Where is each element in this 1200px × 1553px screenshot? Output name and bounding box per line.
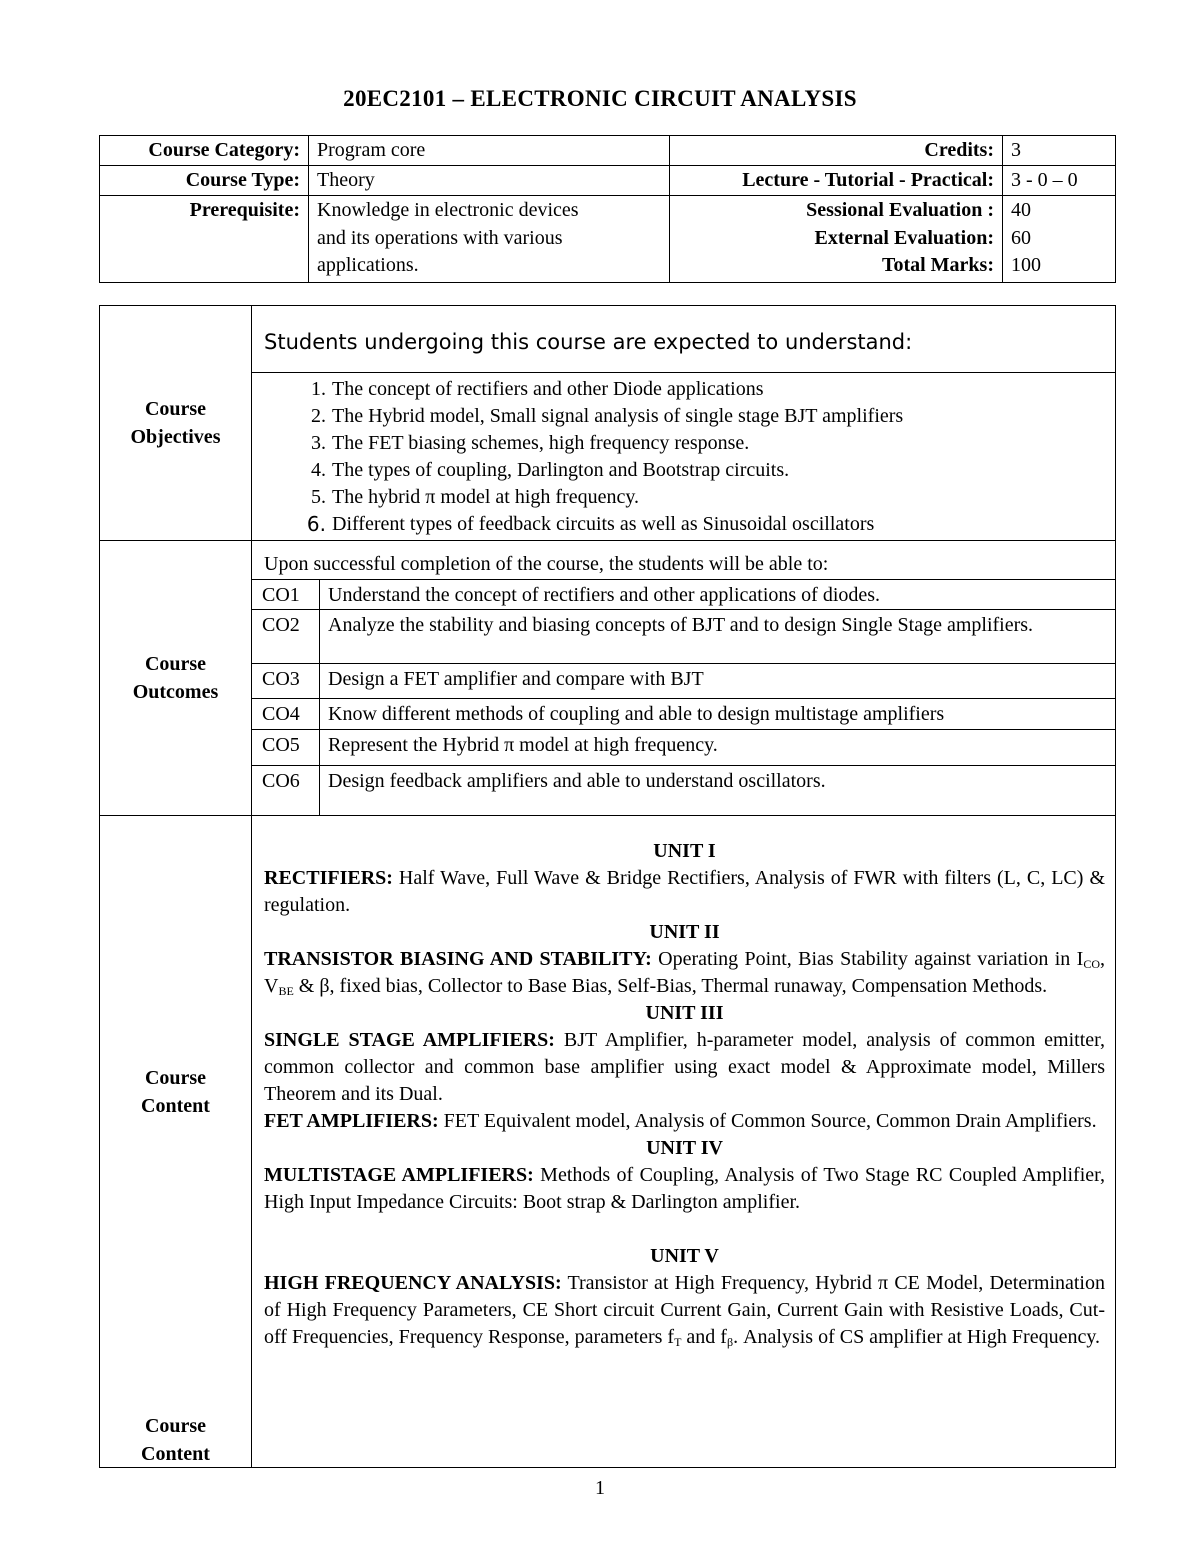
objectives-heading: Students undergoing this course are expected to understand: [252,306,1115,373]
ltp-label: Lecture - Tutorial - Practical: [670,166,1003,196]
topic-text: and f [681,1325,727,1348]
list-item [311,484,1115,511]
topic-text: Half Wave, Full Wave & Bridge Rectifiers, Analysis of FWR with filters (L, C, LC) & regulation. [264,866,1105,916]
unit-body [264,1162,1105,1216]
item-number: 5. [311,486,326,508]
list-item [311,430,1115,457]
co-text: Design a FET amplifier and compare with BJT [320,664,1116,699]
unit-heading: UNIT I [653,839,716,862]
unit-heading: UNIT V [650,1244,719,1267]
course-category-value: Program core [309,136,670,166]
content-side-label-bottom [100,1412,251,1468]
content-side-label [100,815,252,1467]
evaluation-labels [670,196,1003,283]
unit-body [264,1108,1105,1135]
co-code: CO6 [252,766,320,815]
co-text: Design feedback amplifiers and able to understand oscillators. [320,766,1116,815]
page-number: 1 [595,1477,605,1499]
outcomes-cell [252,541,1116,816]
topic-text: FET Equivalent model, Analysis of Common Source, Common Drain Amplifiers. [438,1109,1097,1132]
objectives-list [252,373,1115,540]
co-code: CO1 [252,580,320,610]
unit-body [264,1270,1105,1351]
course-type-label: Course Type: [100,166,309,196]
outcomes-side-label [100,541,252,816]
side-label-line: Content [141,1442,210,1465]
topic-text: BJT Amplifier, h-parameter model, analysis of common emitter, common collector and common base amplifier using exact model & Approximate model, Millers Theorem and its Dual. [264,1028,1105,1105]
topic-heading: RECTIFIERS: [264,866,393,889]
topic-text: & β, fixed bias, Collector to Base Bias, Self-Bias, Thermal runaway, Compensation Methods. [293,974,1048,997]
item-number: 1. [311,378,326,400]
unit-body [264,946,1105,1000]
item-number: 4. [311,459,326,481]
co-code: CO4 [252,699,320,730]
list-item [311,457,1115,484]
subscript: β [726,1334,734,1349]
sessional-label: Sessional Evaluation : [806,199,994,221]
course-category-label: Course Category: [100,136,309,166]
prerequisite-line: and its operations with various [317,226,563,249]
unit-heading: UNIT IV [646,1136,723,1159]
unit-body [264,1027,1105,1108]
co-code: CO2 [252,610,320,664]
item-number: 6. [306,512,326,536]
co-code: CO5 [252,730,320,766]
course-type-value: Theory [309,166,670,196]
list-item [311,376,1115,403]
unit-heading: UNIT II [649,920,720,943]
table-row [252,699,1115,730]
spacer [264,1216,1105,1243]
item-text: The concept of rectifiers and other Diode applications [332,378,764,400]
total-label: Total Marks: [881,254,994,276]
topic-heading: SINGLE STAGE AMPLIFIERS: [264,1028,555,1051]
item-text: Different types of feedback circuits as well as Sinusoidal oscillators [332,513,875,535]
topic-text: Transistor at High Frequency, Hybrid π CE Model, Determination of High Frequency Parameters, CE Short circuit Current Gain, Current Gain with Resistive Loads, Cut-off Frequencies, Frequency Response, parameters f [264,1271,1105,1348]
course-content [252,816,1115,1351]
side-label-line: Course [144,652,207,675]
co-text: Know different methods of coupling and able to design multistage amplifiers [320,699,1116,730]
side-label-line: Content [141,1094,210,1117]
item-text: The FET biasing schemes, high frequency response. [332,432,750,454]
content-cell [252,815,1116,1467]
prerequisite-value [309,196,670,283]
evaluation-values [1003,196,1116,283]
outcomes-table [252,579,1115,815]
unit-body [264,865,1105,919]
list-item [311,403,1115,430]
co-text: Analyze the stability and biasing concepts of BJT and to design Single Stage amplifiers. [320,610,1116,664]
document-title: 20EC2101 – ELECTRONIC CIRCUIT ANALYSIS [343,86,857,111]
outcomes-intro: Upon successful completion of the course, the students will be able to: [264,553,829,575]
topic-heading: MULTISTAGE AMPLIFIERS: [264,1163,534,1186]
total-value: 100 [1011,254,1041,276]
topic-text: Operating Point, Bias Stability against variation in I [651,947,1084,970]
unit-heading: UNIT III [645,1001,724,1024]
co-text: Understand the concept of rectifiers and other applications of diodes. [320,580,1116,610]
topic-heading: TRANSISTOR BIASING AND STABILITY: [264,947,652,970]
sessional-value: 40 [1011,199,1031,221]
side-label-line: Course [144,398,207,420]
table-row [252,766,1115,815]
topic-heading: HIGH FREQUENCY ANALYSIS: [264,1271,562,1294]
course-details-table [99,305,1116,1468]
item-number: 2. [311,405,326,427]
side-label-line: Course [144,1414,207,1437]
credits-value: 3 [1003,136,1116,166]
table-row [252,730,1115,766]
co-text: Represent the Hybrid π model at high frequency. [320,730,1116,766]
subscript: BE [278,983,294,998]
table-row [252,610,1115,664]
item-text: The types of coupling, Darlington and Bootstrap circuits. [332,459,790,481]
item-text: The Hybrid model, Small signal analysis of single stage BJT amplifiers [332,405,904,427]
ltp-value: 3 - 0 – 0 [1003,166,1116,196]
topic-heading: FET AMPLIFIERS: [264,1109,439,1132]
credits-label: Credits: [670,136,1003,166]
content-side-label-top [100,1064,251,1120]
prerequisite-line: applications. [317,254,419,276]
subscript: CO [1083,956,1101,971]
list-item [306,511,1115,538]
topic-text: , V [264,947,1106,997]
side-label-line: Course [144,1066,207,1089]
prerequisite-line: Knowledge in electronic devices [317,199,579,221]
topic-text: . Analysis of CS amplifier at High Frequency. [733,1325,1101,1348]
co-code: CO3 [252,664,320,699]
table-row [252,664,1115,699]
side-label-line: Objectives [130,426,221,448]
objectives-cell [252,306,1116,541]
table-row [252,580,1115,610]
side-label-line: Outcomes [132,680,219,703]
topic-text: Methods of Coupling, Analysis of Two Stage RC Coupled Amplifier, High Input Impedance Circuits: Boot strap & Darlington amplifier. [264,1163,1106,1213]
external-value: 60 [1011,226,1031,249]
course-info-table [99,135,1116,283]
item-number: 3. [311,432,326,454]
prerequisite-label: Prerequisite: [100,196,309,283]
subscript: T [674,1334,682,1349]
objectives-side-label [100,306,252,541]
external-label: External Evaluation: [814,226,994,249]
item-text: The hybrid π model at high frequency. [332,486,640,508]
